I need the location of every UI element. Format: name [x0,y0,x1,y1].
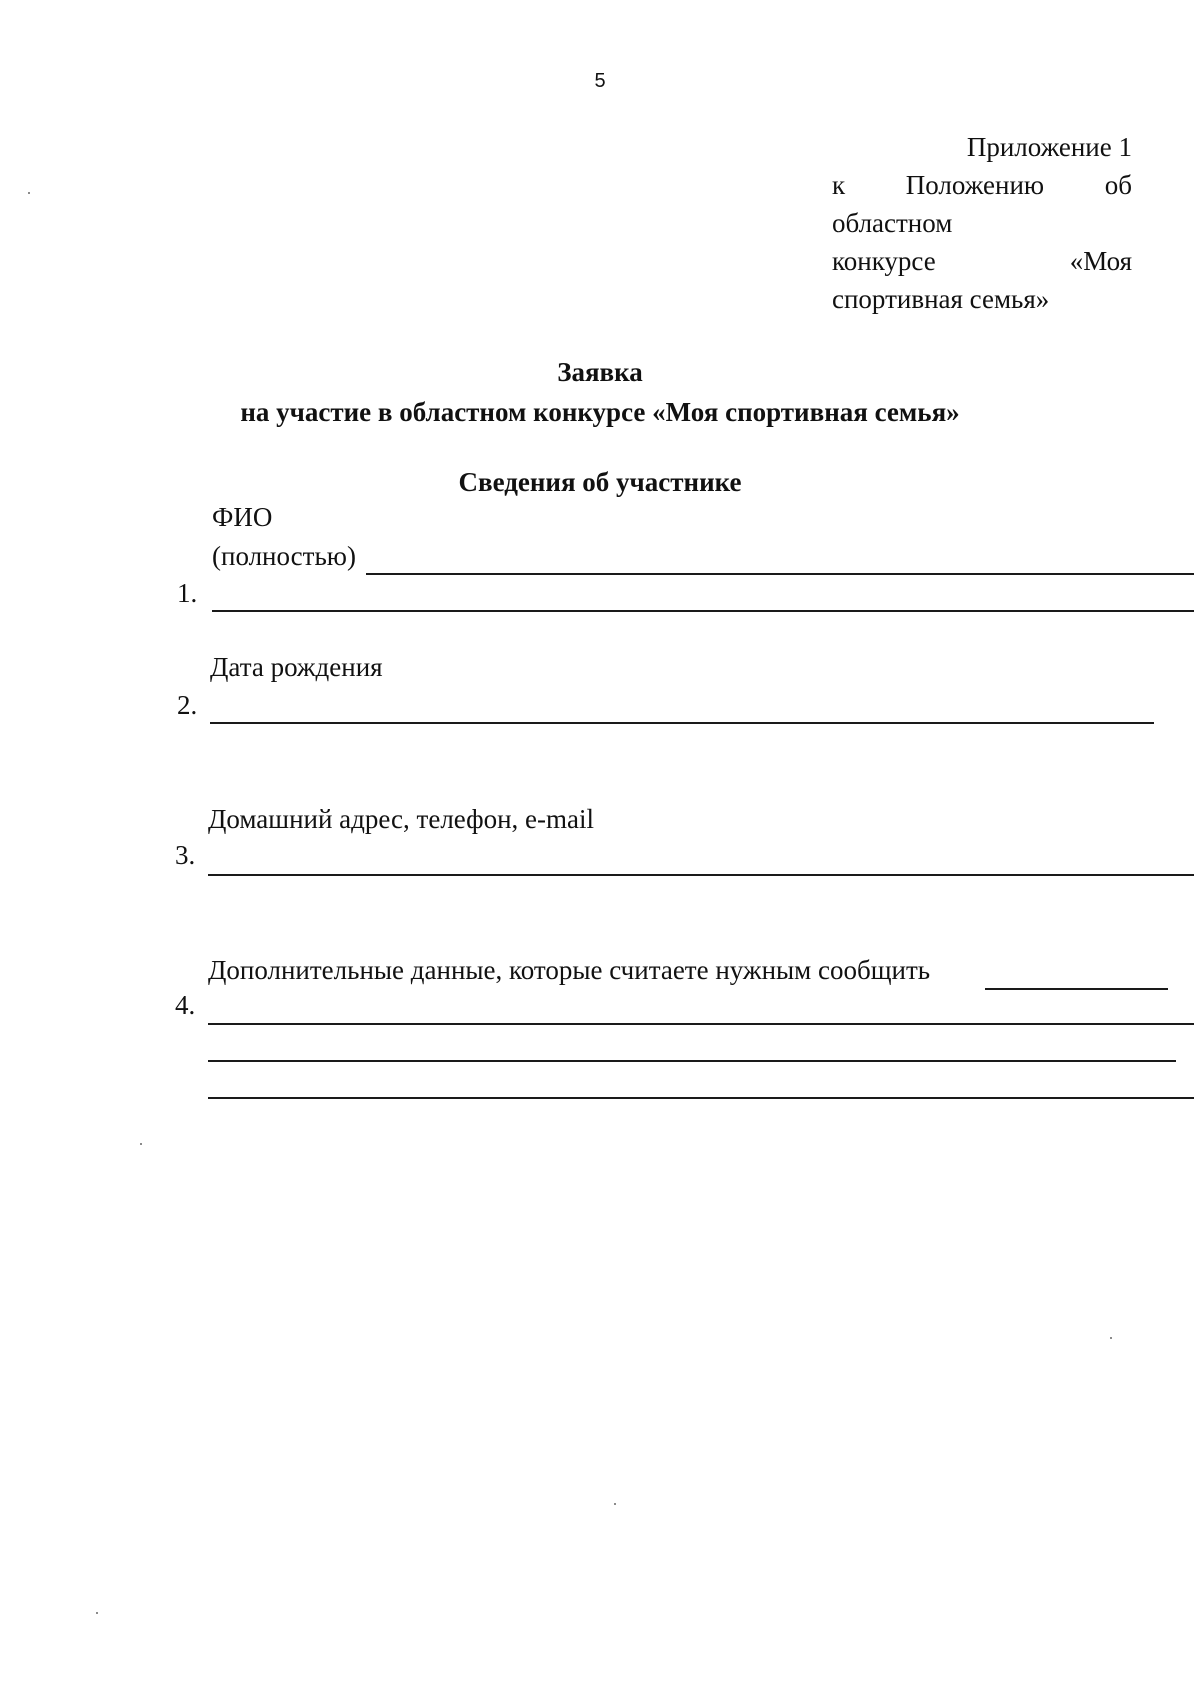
appendix-word-polozheniyu: Положению [905,170,1045,200]
appendix-line-4 [832,242,1132,280]
dob-label: Дата рождения [210,652,383,682]
appendix-word-semya: спортивная семья» [832,284,1050,314]
scan-speck [1110,1337,1112,1339]
appendix-line-1 [832,128,1132,166]
fio-label: ФИО [212,502,273,532]
extra-input-line-3[interactable] [208,1097,1194,1099]
appendix-block [832,128,1132,318]
scan-speck [140,1143,142,1145]
item-2-number: 2. [177,690,198,720]
document-title: Заявка [557,357,643,387]
section-title: Сведения об участнике [458,467,742,497]
appendix-line-3 [832,204,1132,242]
address-input-line[interactable] [208,874,1194,876]
item-1-number: 1. [177,578,198,608]
extra-label: Дополнительные данные, которые считаете нужным сообщить [208,955,931,985]
item-1-input-line[interactable] [212,610,1194,612]
fio-sub-label: (полностью) [212,541,356,571]
page-number: 5 [594,70,606,92]
appendix-word-ob: об [1104,170,1132,200]
scan-speck [614,1503,616,1505]
fio-input-line[interactable] [366,573,1194,575]
appendix-line-5 [832,280,1132,318]
extra-input-line-1[interactable] [208,1023,1194,1025]
appendix-title: Приложение 1 [966,132,1132,162]
scan-speck [96,1612,98,1614]
extra-input-line-2[interactable] [208,1060,1176,1062]
appendix-word-k: к [832,170,846,200]
dob-input-line[interactable] [210,722,1154,724]
item-3-number: 3. [175,840,196,870]
scan-speck [28,192,30,194]
item-4-number: 4. [175,990,196,1020]
appendix-word-konkurse: конкурсе [832,246,936,276]
document-subtitle: на участие в областном конкурсе «Моя спортивная семья» [240,397,960,427]
address-label: Домашний адрес, телефон, e-mail [208,804,595,834]
appendix-word-moya: «Моя [1069,246,1132,276]
appendix-word-oblastnom: областном [832,208,953,238]
appendix-line-2 [832,166,1132,204]
extra-inline-line[interactable] [985,988,1168,990]
